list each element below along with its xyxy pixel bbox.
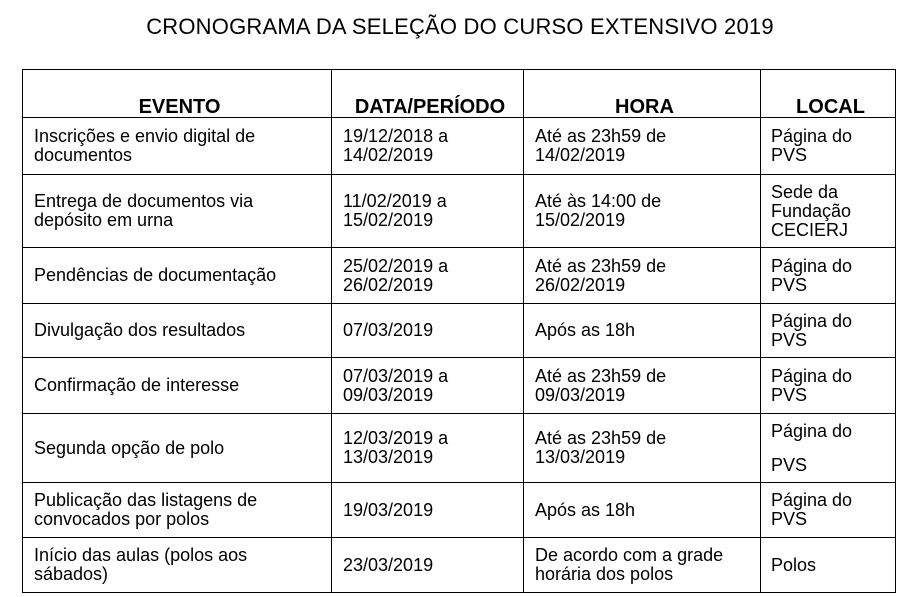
cell-hora	[524, 118, 761, 175]
cell-line: PVS	[771, 455, 808, 475]
header-local: LOCAL	[761, 70, 896, 118]
cell-evento	[23, 175, 332, 248]
cell-line: convocados por polos	[34, 509, 210, 529]
cell-line: 07/03/2019 a	[343, 365, 449, 386]
cell-local	[761, 538, 896, 593]
cell-line: PVS	[771, 329, 808, 350]
header-hora: HORA	[524, 70, 761, 118]
cell-line: Página do	[771, 365, 853, 386]
cell-hora	[524, 358, 761, 414]
schedule-table	[22, 69, 896, 593]
cell-line: horária dos polos	[535, 564, 674, 584]
cell-evento	[23, 304, 332, 358]
table-row	[23, 414, 896, 483]
cell-line: 26/02/2019	[535, 274, 626, 295]
cell-line: Inscrições e envio digital de	[34, 126, 256, 146]
cell-line: Página do	[771, 126, 853, 146]
cell-hora	[524, 304, 761, 358]
cell-line: 14/02/2019	[343, 145, 434, 165]
cell-line: 13/03/2019	[535, 447, 626, 467]
cell-line: 19/03/2019	[343, 499, 434, 520]
cell-local	[761, 248, 896, 304]
cell-data	[332, 358, 524, 414]
cell-line: 14/02/2019	[535, 145, 626, 165]
cell-line: Início das aulas (polos aos	[34, 545, 248, 565]
cell-line: Até às 14:00 de	[535, 191, 662, 211]
cell-line: Página do	[771, 255, 853, 276]
cell-line: 23/03/2019	[343, 554, 434, 575]
cell-evento	[23, 118, 332, 175]
cell-line: PVS	[771, 384, 808, 405]
cell-line: De acordo com a grade	[535, 545, 724, 565]
cell-data	[332, 248, 524, 304]
cell-line: Confirmação de interesse	[34, 375, 240, 395]
cell-line: 13/03/2019	[343, 447, 434, 467]
cell-line: Segunda opção de polo	[34, 437, 225, 458]
cell-line: Página do	[771, 421, 853, 441]
cell-line: 25/02/2019 a	[343, 255, 449, 276]
cell-line: 09/03/2019	[343, 384, 434, 405]
cell-line: Página do	[771, 490, 853, 510]
table-row	[23, 483, 896, 538]
cell-hora	[524, 248, 761, 304]
cell-line: sábados)	[34, 564, 109, 584]
cell-line: Até as 23h59 de	[535, 365, 667, 386]
cell-line: Até as 23h59 de	[535, 126, 667, 146]
cell-local	[761, 175, 896, 248]
cell-hora	[524, 538, 761, 593]
cell-line: 15/02/2019	[535, 210, 626, 230]
cell-data	[332, 538, 524, 593]
cell-local	[761, 414, 896, 483]
header-data: DATA/PERÍODO	[332, 70, 524, 118]
cell-line: 15/02/2019	[343, 210, 434, 230]
cell-data	[332, 414, 524, 483]
cell-line: Pendências de documentação	[34, 265, 277, 285]
cell-data	[332, 118, 524, 175]
header-row	[23, 70, 896, 118]
cell-local	[761, 483, 896, 538]
page-title: CRONOGRAMA DA SELEÇÃO DO CURSO EXTENSIVO 2019	[146, 14, 774, 39]
cell-line: Sede da	[771, 181, 839, 202]
cell-line: Após as 18h	[535, 499, 636, 520]
cell-line: Fundação	[771, 200, 852, 221]
table-row	[23, 248, 896, 304]
cell-hora	[524, 483, 761, 538]
table-row	[23, 358, 896, 414]
cell-line: PVS	[771, 145, 808, 165]
table-row	[23, 538, 896, 593]
cell-line: CECIERJ	[771, 219, 849, 240]
header-evento: EVENTO	[23, 70, 332, 118]
cell-hora	[524, 175, 761, 248]
cell-line: Após as 18h	[535, 320, 636, 340]
cell-line: Até as 23h59 de	[535, 428, 667, 448]
cell-line: 07/03/2019	[343, 320, 434, 340]
cell-hora	[524, 414, 761, 483]
cell-line: PVS	[771, 509, 808, 529]
cell-line: 19/12/2018 a	[343, 126, 449, 146]
cell-local	[761, 118, 896, 175]
cell-line: depósito em urna	[34, 210, 174, 230]
table-row	[23, 304, 896, 358]
cell-line: Página do	[771, 310, 853, 331]
cell-local	[761, 304, 896, 358]
cell-line: 11/02/2019 a	[343, 191, 447, 211]
cell-line: 12/03/2019 a	[343, 428, 449, 448]
cell-evento	[23, 414, 332, 483]
cell-data	[332, 483, 524, 538]
cell-local	[761, 358, 896, 414]
cell-data	[332, 175, 524, 248]
cell-evento	[23, 248, 332, 304]
cell-evento	[23, 358, 332, 414]
cell-line: documentos	[34, 145, 133, 165]
cell-line: 26/02/2019	[343, 274, 434, 295]
cell-evento	[23, 483, 332, 538]
table-row	[23, 175, 896, 248]
cell-line: PVS	[771, 274, 808, 295]
cell-line: Divulgação dos resultados	[34, 320, 246, 340]
cell-line: Publicação das listagens de	[34, 490, 258, 510]
cell-line: Entrega de documentos via	[34, 191, 254, 211]
cell-data	[332, 304, 524, 358]
cell-line: Polos	[771, 554, 817, 575]
table-row	[23, 118, 896, 175]
cell-evento	[23, 538, 332, 593]
cell-line: 09/03/2019	[535, 384, 626, 405]
cell-line: Até as 23h59 de	[535, 255, 667, 276]
